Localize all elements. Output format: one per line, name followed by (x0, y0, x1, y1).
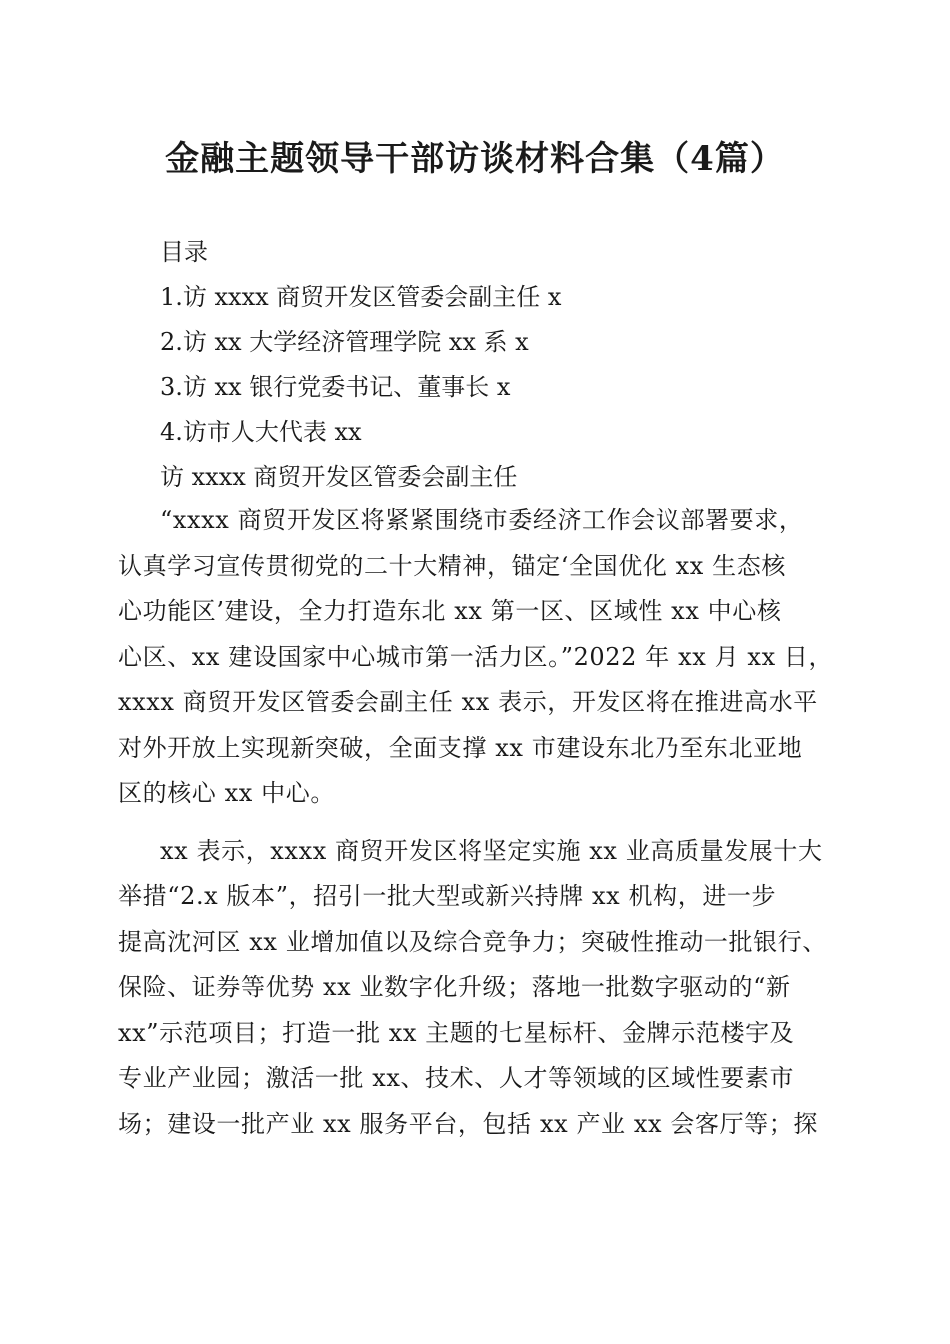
toc-item: 2.访 xx 大学经济管理学院 xx 系 x (160, 328, 529, 356)
paragraph-line: xx 表示，xxxx 商贸开发区将坚定实施 xx 业高质量发展十大 (160, 836, 823, 865)
paragraph-line: 保险、证券等优势 xx 业数字化升级；落地一批数字驱动的“新 (118, 973, 791, 1001)
paragraph-line: “xxxx 商贸开发区将紧紧围绕市委经济工作会议部署要求， (160, 506, 804, 534)
toc-item: 1.访 xxxx 商贸开发区管委会副主任 x (160, 283, 562, 311)
paragraph-line: 提高沈河区 xx 业增加值以及综合竞争力；突破性推动一批银行、 (118, 927, 827, 956)
paragraph-line: 场；建设一批产业 xx 服务平台，包括 xx 产业 xx 会客厅等；探 (118, 1109, 818, 1138)
paragraph-line: 举措“2.x 版本”，招引一批大型或新兴持牌 xx 机构，进一步 (118, 882, 777, 910)
table-of-contents (160, 230, 860, 500)
paragraph (118, 498, 838, 817)
paragraph-line: 心功能区’建设，全力打造东北 xx 第一区、区域性 xx 中心核 (118, 597, 782, 625)
paragraph (118, 829, 838, 1148)
toc-heading: 目录 (160, 238, 208, 266)
toc-item: 3.访 xx 银行党委书记、董事长 x (160, 373, 511, 401)
toc-item: 4.访市人大代表 xx (160, 418, 362, 446)
paragraph-line: 对外开放上实现新突破，全面支撑 xx 市建设东北乃至东北亚地 (118, 733, 803, 762)
article-body (118, 498, 838, 1147)
paragraph-line: 认真学习宣传贯彻党的二十大精神，锚定‘全国优化 xx 生态核 (118, 551, 786, 580)
paragraph-line: 区的核心 xx 中心。 (118, 779, 335, 807)
paragraph-line: 专业产业园；激活一批 xx、技术、人才等领域的区域性要素市 (118, 1064, 795, 1092)
document-title: 金融主题领导干部访谈材料合集（4篇） (165, 139, 785, 179)
paragraph-line: xx”示范项目；打造一批 xx 主题的七星标杆、金牌示范楼宇及 (118, 1018, 795, 1047)
paragraph-line: xxxx 商贸开发区管委会副主任 xx 表示，开发区将在推进高水平 (118, 688, 818, 716)
paragraph-line: 心区、xx 建设国家中心城市第一活力区。”2022 年 xx 月 xx 日， (118, 642, 834, 671)
article-heading: 访 xxxx 商贸开发区管委会副主任 (160, 463, 518, 491)
